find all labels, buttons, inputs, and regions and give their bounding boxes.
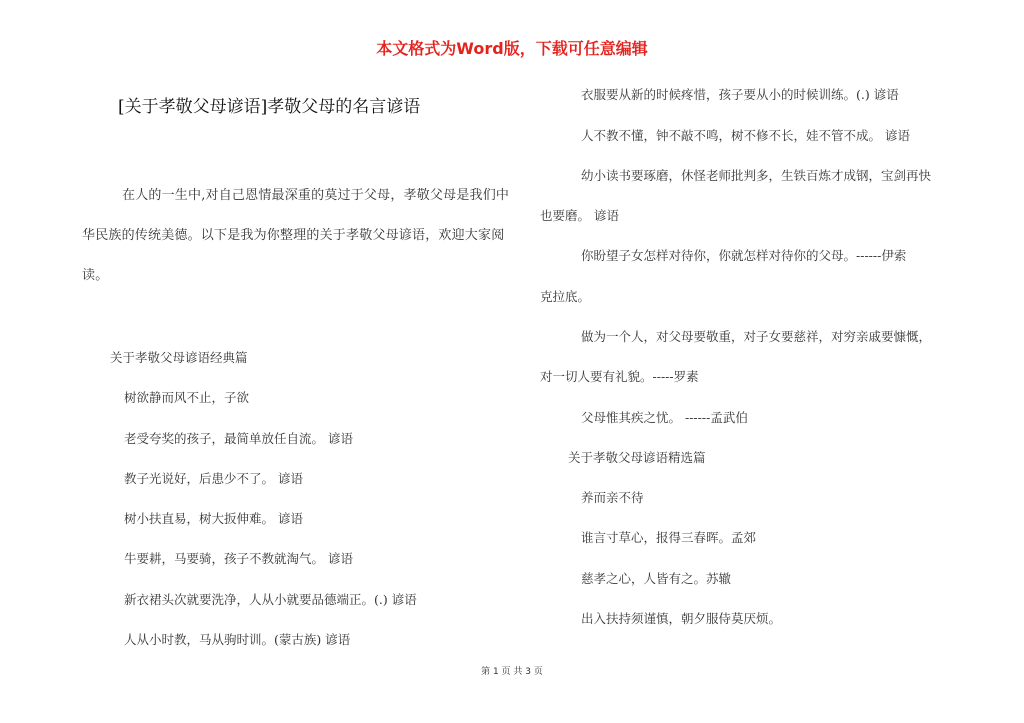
section-heading-selected: 关于孝敬父母谚语精选篇 [568,450,706,465]
proverb-line: 树小扶直易，树大扳伸难。 谚语 [124,511,303,526]
proverb-line: 新衣裙头次就要洗净，人从小就要品德端正。(.) 谚语 [124,592,417,607]
quote-paragraph-line: 做为一个人，对父母要敬重，对子女要慈祥，对穷亲戚要慷慨， [581,329,932,344]
proverb-line: 人从小时教，马从驹时训。(蒙古族) 谚语 [124,632,351,647]
quote-paragraph-line: 你盼望子女怎样对待你，你就怎样对待你的父母。------伊索 [581,248,907,263]
proverb-line: 老受夸奖的孩子，最简单放任自流。 谚语 [124,431,353,446]
proverb-line: 人不教不懂，钟不敲不鸣，树不修不长，娃不管不成。 谚语 [581,128,910,143]
proverb-line: 养而亲不待 [581,490,644,505]
proverb-line: 教子光说好，后患少不了。 谚语 [124,471,303,486]
proverb-paragraph-line: 也要磨。 谚语 [540,208,619,223]
quote-paragraph-line: 对一切人要有礼貌。-----罗素 [540,369,699,384]
quote-paragraph-line: 克拉底。 [540,289,591,304]
proverb-line: 慈孝之心，人皆有之。苏辙 [581,571,732,586]
quote-line: 父母惟其疾之忧。 ------孟武伯 [581,410,748,425]
word-format-banner: 本文格式为Word版，下载可任意编辑 [376,39,648,58]
proverb-line: 树欲静而风不止，子欲 [124,390,250,405]
proverb-line: 谁言寸草心，报得三春晖。孟郊 [581,530,757,545]
page-number-footer: 第 1 页 共 3 页 [481,667,543,677]
proverb-line: 衣服要从新的时候疼惜，孩子要从小的时候训练。(.) 谚语 [581,87,899,102]
proverb-line: 牛要耕，马要骑，孩子不教就淘气。 谚语 [124,551,353,566]
intro-paragraph: 在人的一生中,对自己恩情最深重的莫过于父母，孝敬父母是我们中华民族的传统美德。以下是我为你整理的关于孝敬父母谚语，欢迎大家阅读。 [82,188,510,283]
document-title: [关于孝敬父母谚语]孝敬父母的名言谚语 [118,97,421,117]
proverb-line: 出入扶持须谨慎，朝夕服侍莫厌烦。 [581,611,782,626]
proverb-paragraph-line: 幼小读书要琢磨，休怪老师批判多，生铁百炼才成钢，宝剑再快 [581,168,932,183]
section-heading-classic: 关于孝敬父母谚语经典篇 [110,350,248,365]
